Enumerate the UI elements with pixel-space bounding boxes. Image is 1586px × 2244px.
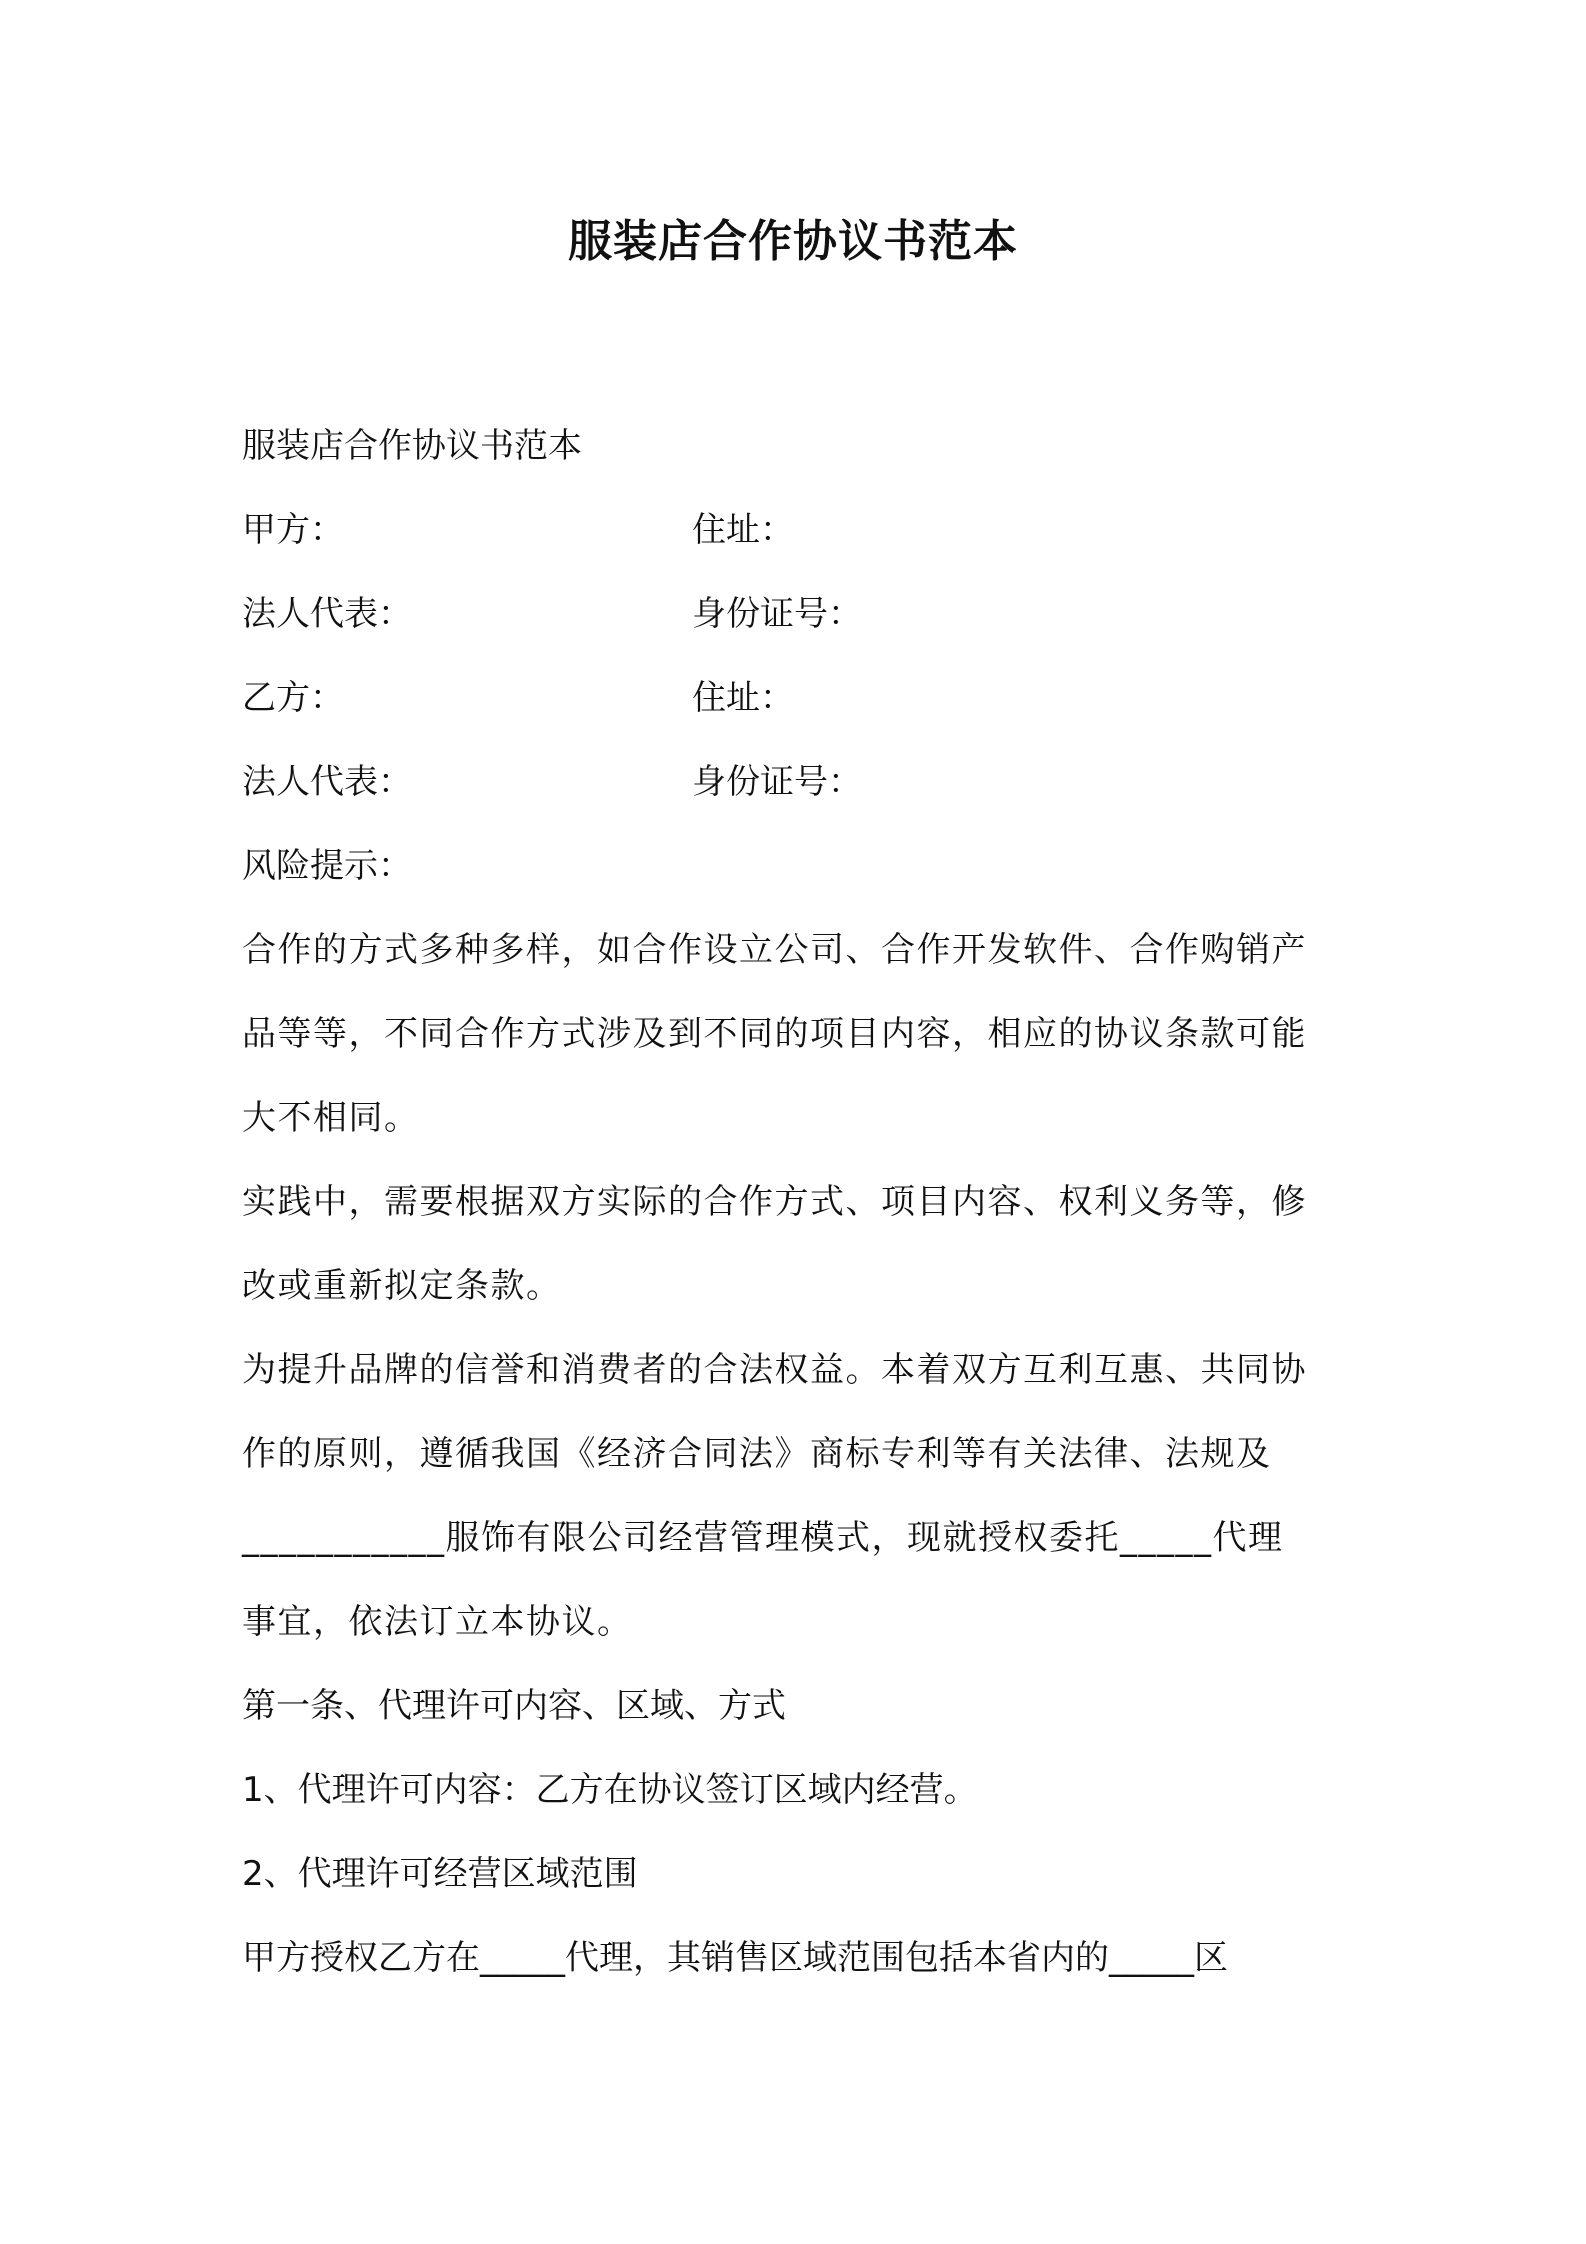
paragraph-line: 大不相同。 — [242, 1098, 420, 1138]
paragraph-line: 为提升品牌的信誉和消费者的合法权益。本着双方互利互惠、共同协 — [242, 1350, 1307, 1390]
party-a-label: 甲方： — [242, 510, 344, 550]
party-b-row — [242, 656, 1362, 740]
paragraph-line: 改或重新拟定条款。 — [242, 1266, 562, 1306]
risk-heading: 风险提示： — [242, 846, 412, 886]
paragraph-purpose — [242, 1328, 1362, 1664]
party-a-id-label: 身份证号： — [692, 594, 862, 634]
party-a-rep-row — [242, 572, 1362, 656]
paragraph-line: 作的原则，遵循我国《经济合同法》商标专利等有关法律、法规及 — [242, 1434, 1272, 1474]
paragraph-line: 事宜，依法订立本协议。 — [242, 1602, 633, 1642]
party-b-rep-label: 法人代表： — [242, 762, 412, 802]
paragraph-line: 实践中，需要根据双方实际的合作方式、项目内容、权利义务等，修 — [242, 1182, 1307, 1222]
article-1-item-1: 1、代理许可内容：乙方在协议签订区域内经营。 — [242, 1770, 978, 1810]
document-subtitle: 服装店合作协议书范本 — [242, 426, 582, 466]
party-b-address-label: 住址： — [692, 678, 794, 718]
paragraph-practice — [242, 1160, 1362, 1328]
article-1-heading: 第一条、代理许可内容、区域、方式 — [242, 1686, 786, 1726]
paragraph-line: ___________服饰有限公司经营管理模式，现就授权委托_____代理 — [242, 1518, 1284, 1558]
paragraph-line: 合作的方式多种多样，如合作设立公司、合作开发软件、合作购销产 — [242, 930, 1307, 970]
article-1-item-2: 2、代理许可经营区域范围 — [242, 1854, 638, 1894]
party-a-address-label: 住址： — [692, 510, 794, 550]
document-title: 服装店合作协议书范本 — [568, 216, 1018, 267]
document-body — [242, 404, 1362, 2000]
party-b-rep-row — [242, 740, 1362, 824]
paragraph-cooperation-methods — [242, 908, 1362, 1160]
article-1-item-2-text — [242, 1916, 1362, 2000]
party-b-id-label: 身份证号： — [692, 762, 862, 802]
paragraph-line: 甲方授权乙方在_____代理，其销售区域范围包括本省内的_____区 — [242, 1938, 1228, 1978]
party-a-rep-label: 法人代表： — [242, 594, 412, 634]
party-a-row — [242, 488, 1362, 572]
paragraph-line: 品等等，不同合作方式涉及到不同的项目内容，相应的协议条款可能 — [242, 1014, 1307, 1054]
party-b-label: 乙方： — [242, 678, 344, 718]
